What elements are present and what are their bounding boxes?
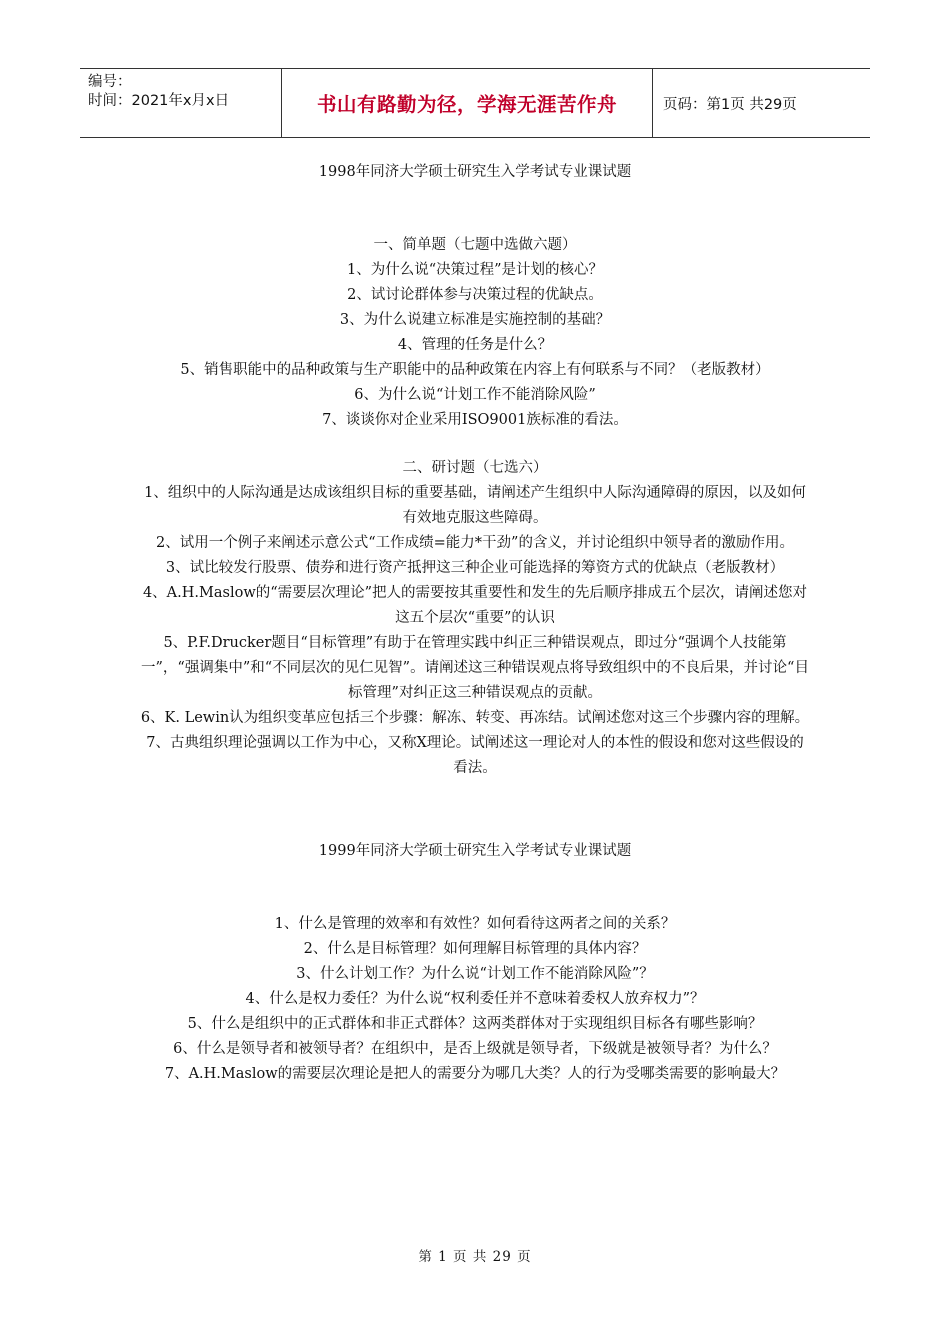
list-item: 1、组织中的人际沟通是达成该组织目标的重要基础，请阐述产生组织中人际沟通障碍的原因，以及如何有效地克服这些障碍。 — [144, 485, 806, 526]
list-item: 7、古典组织理论强调以工作为中心，又称X理论。试阐述这一理论对人的本性的假设和您对这些假设的看法。 — [146, 735, 804, 776]
list-item: 5、P.F.Drucker题目“目标管理”有助于在管理实践中纠正三种错误观点，即过分“强调个人技能第一”，“强调集中”和“不同层次的见仁见智”。请阐述这三种错误观点将导致组织中的不良后果，并讨论“目标管理”对纠正这三种错误观点的贡献。 — [141, 635, 809, 701]
header-meta — [80, 69, 281, 137]
list-item: 2、试用一个例子来阐述示意公式“工作成绩=能力*干劲”的含义，并讨论组织中领导者的激励作用。 — [156, 535, 794, 551]
list-item: 4、管理的任务是什么？ — [397, 337, 553, 353]
list-item: 1、为什么说“决策过程”是计划的核心？ — [346, 262, 604, 278]
list-item: 1、什么是管理的效率和有效性？如何看待这两者之间的关系？ — [274, 916, 676, 932]
page-footer: 第 1 页 共 29 页 — [418, 1249, 532, 1265]
page-header — [80, 68, 870, 138]
header-page-info: 页码：第1页 共29页 — [663, 96, 797, 113]
header-motto: 书山有路勤为径，学海无涯苦作舟 — [281, 69, 653, 137]
section1-heading: 一、简单题（七题中选做六题） — [373, 237, 577, 253]
exam-1998-title: 1998年同济大学硕士研究生入学考试专业课试题 — [318, 164, 632, 180]
list-item: 5、什么是组织中的正式群体和非正式群体？这两类群体对于实现组织目标各有哪些影响？ — [187, 1016, 763, 1032]
list-item: 4、什么是权力委任？为什么说“权利委任并不意味着委权人放弃权力”？ — [245, 991, 705, 1007]
list-item: 5、销售职能中的品种政策与生产职能中的品种政策在内容上有何联系与不同？（老版教材） — [180, 362, 770, 378]
list-item: 3、为什么说建立标准是实施控制的基础？ — [339, 312, 611, 328]
date-label: 时间：2021年x月x日 — [88, 93, 230, 109]
list-item: 6、什么是领导者和被领导者？在组织中，是否上级就是领导者，下级就是被领导者？为什么？ — [173, 1041, 777, 1057]
list-item: 7、A.H.Maslow的需要层次理论是把人的需要分为哪几大类？人的行为受哪类需要的影响最大？ — [164, 1066, 786, 1082]
list-item: 3、试比较发行股票、债券和进行资产抵押这三种企业可能选择的筹资方式的优缺点（老版教材） — [165, 560, 785, 576]
list-item: 7、谈谈你对企业采用ISO9001族标准的看法。 — [322, 412, 628, 428]
list-item: 4、A.H.Maslow的“需要层次理论”把人的需要按其重要性和发生的先后顺序排成五个层次，请阐述您对这五个层次“重要”的认识 — [142, 585, 808, 626]
document-body — [140, 150, 810, 1087]
list-item: 6、为什么说“计划工作不能消除风险” — [354, 387, 596, 403]
list-item: 3、什么计划工作？为什么说“计划工作不能消除风险”？ — [296, 966, 654, 982]
list-item: 2、什么是目标管理？如何理解目标管理的具体内容？ — [303, 941, 647, 957]
number-label: 编号： — [88, 74, 132, 90]
section2-heading: 二、研讨题（七选六） — [402, 460, 548, 476]
exam-1999-title: 1999年同济大学硕士研究生入学考试专业课试题 — [318, 843, 632, 859]
list-item: 2、试讨论群体参与决策过程的优缺点。 — [347, 287, 603, 303]
list-item: 6、K. Lewin认为组织变革应包括三个步骤：解冻、转变、再冻结。试阐述您对这三个步骤内容的理解。 — [140, 710, 810, 726]
